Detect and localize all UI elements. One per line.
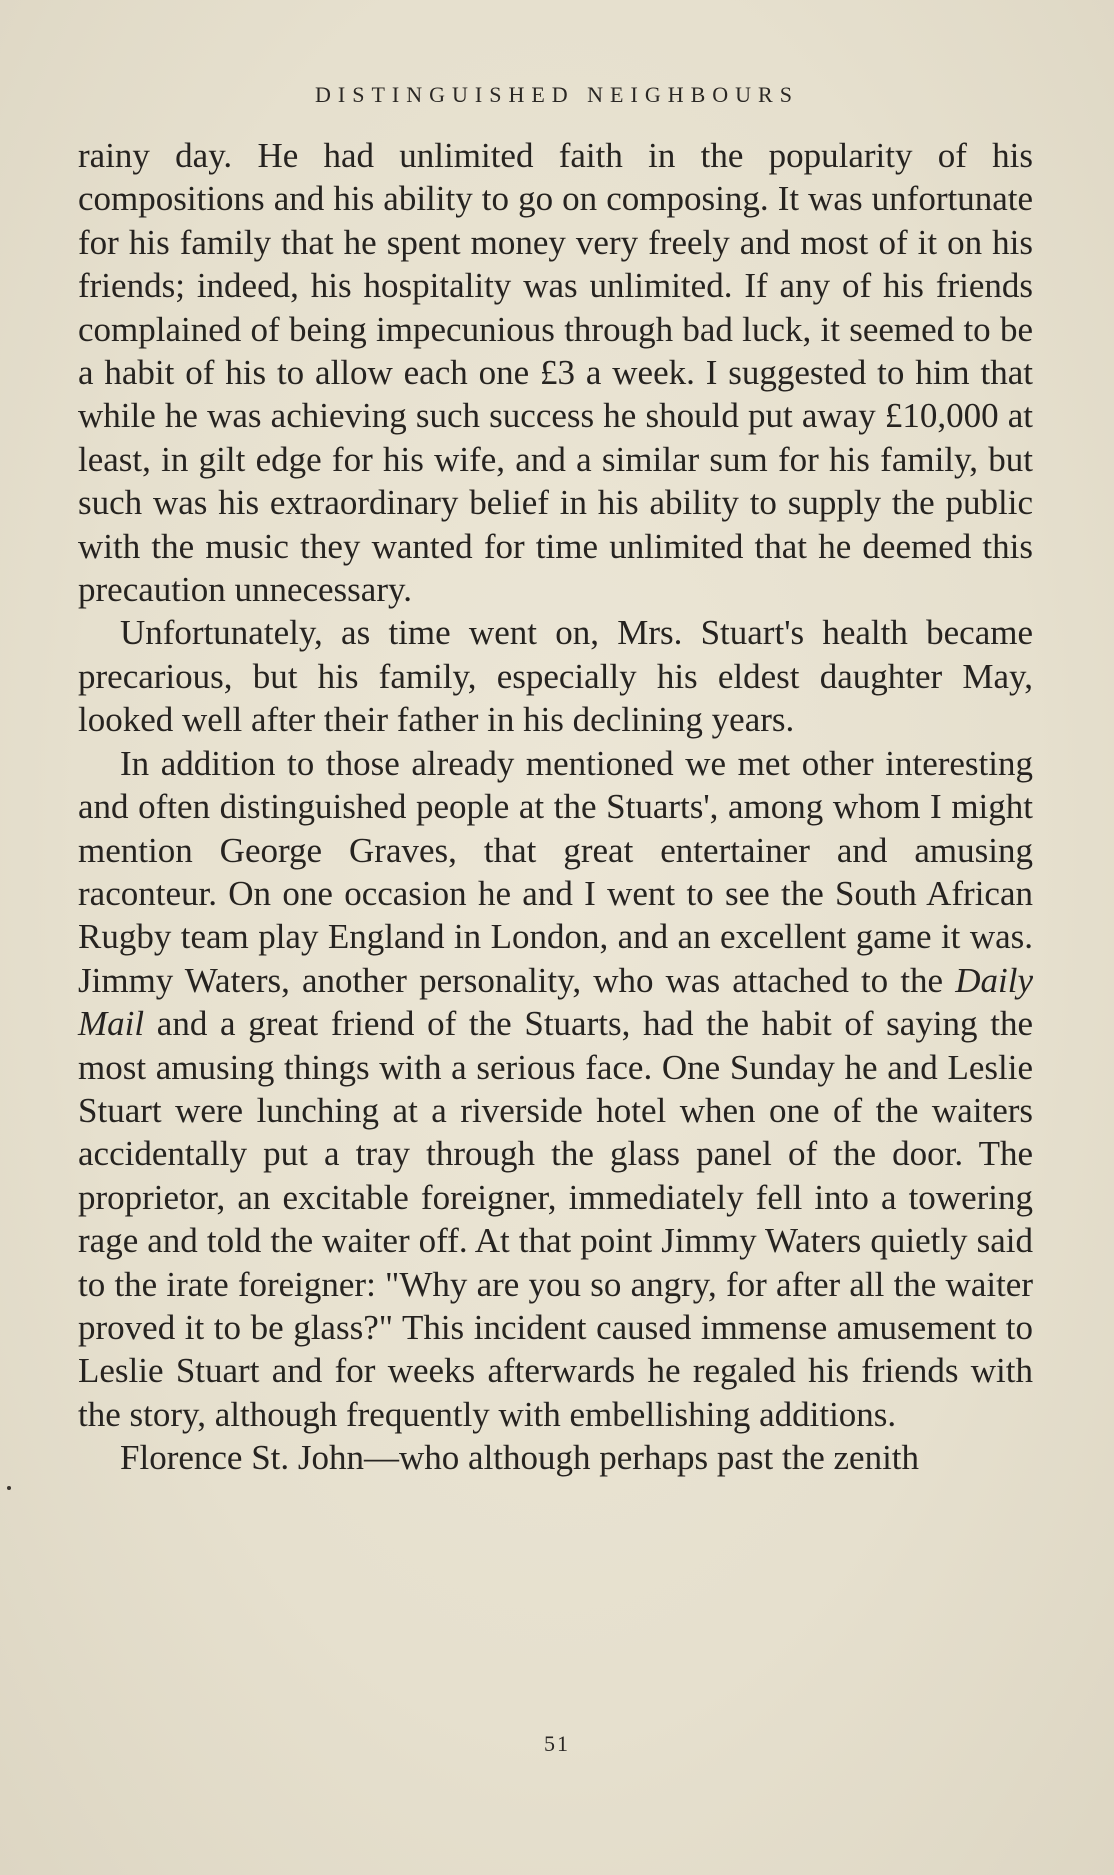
paragraph-continuation: rainy day. He had unlimited faith in the popularity of his compositions and his ability to go on composing. It was unfortunate for his family that he spent money very freely and most of it on his friends; indeed, his hospitality was unlimited. If any of his friends complained of being impecunious through bad luck, it seemed to be a habit of his to allow each one £3 a week. I suggested to him that while he was achieving such success he should put away £10,000 at least, in gilt edge for his wife, and a similar sum for his family, but such was his extraordinary belief in his ability to supply the public with the music they wanted for time unlimited that he deemed this precaution unnecessary. xyxy=(78,136,1033,610)
newspaper-title: Daily Mail xyxy=(78,960,1033,1044)
paragraph-text-part: In addition to those already mentioned we met other interesting and often distinguished people at the Stuarts', among whom I might mention George Graves, that great entertainer and amusing raconteur. On one occasion he and I went to see the South African Rugby team play England in London, and an excellent game it was. Jimmy Waters, another personality, who was attached to the xyxy=(78,743,1033,1000)
paragraph-florence-st-john: Florence St. John—who although perhaps past the zenith xyxy=(120,1438,920,1478)
paper-speck xyxy=(7,1486,11,1490)
body-text xyxy=(78,134,1033,1480)
page-number: 51 xyxy=(544,1731,570,1756)
paragraph-mrs-stuart-health: Unfortunately, as time went on, Mrs. Stuart's health became precarious, but his family, especially his eldest daughter May, looked well after their father in his declining years. xyxy=(78,613,1033,740)
paragraph-jimmy-waters-anecdote xyxy=(78,742,1033,1437)
running-head: DISTINGUISHED NEIGHBOURS xyxy=(315,82,799,107)
paragraph-text-part: and a great friend of the Stuarts, had the habit of saying the most amusing things with a serious face. One Sunday he and Leslie Stuart were lunching at a riverside hotel when one of the waiters accidentally put a tray through the glass panel of the door. The proprietor, an excitable foreigner, immediately fell into a towering rage and told the waiter off. At that point Jimmy Waters quietly said to the irate foreigner: "Why are you so angry, for after all the waiter proved it to be glass?" This incident caused immense amusement to Leslie Stuart and for weeks afterwards he regaled his friends with the story, although frequently with embellishing additions. xyxy=(78,1004,1033,1434)
